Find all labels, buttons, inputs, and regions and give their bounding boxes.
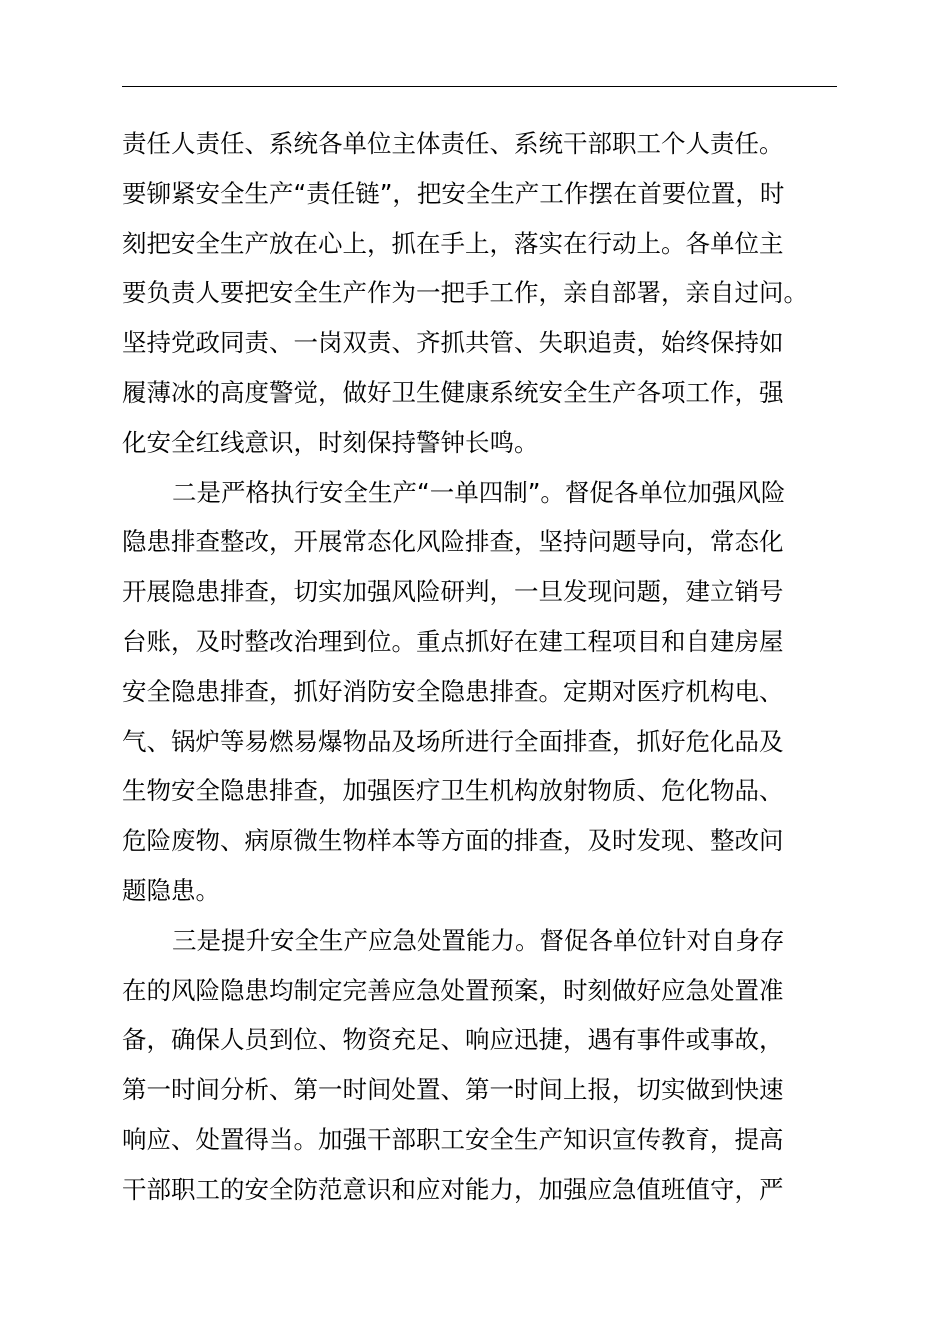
text-line-first: 二是严格执行安全生产“一单四制”。督促各单位加强风险 (172, 477, 786, 507)
text-line: 气、锅炉等易燃易爆物品及场所进行全面排查，抓好危化品及 (122, 726, 784, 756)
document-body (122, 119, 842, 1215)
text-line: 化安全红线意识，时刻保持警钟长鸣。 (122, 427, 539, 457)
header-rule (122, 86, 837, 87)
paragraph-2 (122, 468, 842, 916)
text-line: 责任人责任、系统各单位主体责任、系统干部职工个人责任。 (122, 129, 784, 158)
text-line: 响应、处置得当。加强干部职工安全生产知识宣传教育，提高 (122, 1124, 784, 1154)
text-line: 要铆紧安全生产“责任链”，把安全生产工作摆在首要位置，时 (122, 178, 785, 208)
text-line: 坚持党政同责、一岗双责、齐抓共管、失职追责，始终保持如 (122, 328, 784, 358)
text-line: 隐患排查整改，开展常态化风险排查，坚持问题导向，常态化 (122, 527, 784, 557)
paragraph-1 (122, 119, 842, 468)
text-line: 干部职工的安全防范意识和应对能力，加强应急值班值守，严 (122, 1174, 784, 1204)
text-line: 备，确保人员到位、物资充足、响应迅捷，遇有事件或事故， (122, 1025, 784, 1055)
text-line: 在的风险隐患均制定完善应急处置预案，时刻做好应急处置准 (122, 975, 784, 1005)
text-line: 台账，及时整改治理到位。重点抓好在建工程项目和自建房屋 (122, 626, 784, 656)
paragraph-3 (122, 916, 842, 1215)
text-line: 题隐患。 (122, 875, 220, 905)
text-line: 生物安全隐患排查，加强医疗卫生机构放射物质、危化物品、 (122, 776, 784, 806)
text-line-first: 三是提升安全生产应急处置能力。督促各单位针对自身存 (172, 925, 785, 955)
text-line: 安全隐患排查，抓好消防安全隐患排查。定期对医疗机构电、 (122, 676, 784, 706)
text-line: 要负责人要把安全生产作为一把手工作，亲自部署，亲自过问。 (122, 278, 808, 308)
text-line: 危险废物、病原微生物样本等方面的排查，及时发现、整改问 (122, 826, 784, 856)
text-line: 履薄冰的高度警觉，做好卫生健康系统安全生产各项工作，强 (122, 377, 784, 407)
text-line: 第一时间分析、第一时间处置、第一时间上报，切实做到快速 (122, 1075, 784, 1105)
text-line: 刻把安全生产放在心上，抓在手上，落实在行动上。各单位主 (122, 228, 784, 258)
text-line: 开展隐患排查，切实加强风险研判，一旦发现问题，建立销号 (122, 577, 784, 607)
